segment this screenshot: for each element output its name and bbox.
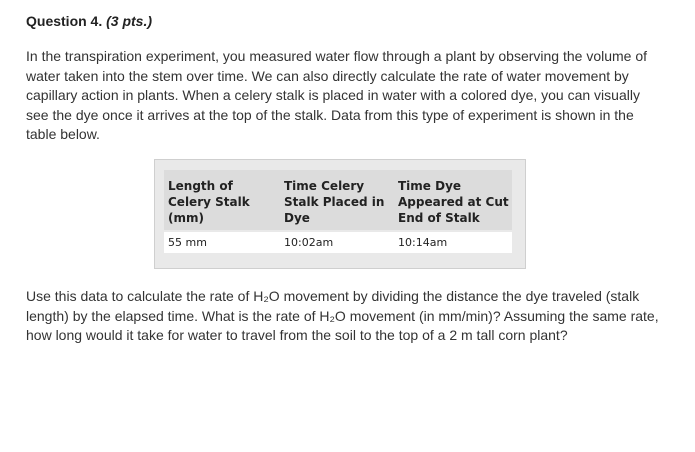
intro-paragraph: In the transpiration experiment, you measured water flow through a plant by observing the volume of water taken into the stem over time. We can also directly calculate the rate of water movement by capillary action in plants. When a celery stalk is placed in water with a colored dye, you can visually see the dye once it arrives at the top of the stalk. Data from this type of experiment is shown in the table below. — [26, 48, 648, 143]
header-stalk-length: Length of Celery Stalk (mm) — [164, 170, 280, 231]
table-header-row — [164, 170, 512, 231]
table-row — [164, 231, 512, 253]
header-time-appeared: Time Dye Appeared at Cut End of Stalk — [394, 170, 512, 231]
cell-time-appeared: 10:14am — [394, 231, 512, 253]
question-title — [26, 13, 152, 29]
header-time-placed: Time Celery Stalk Placed in Dye — [280, 170, 394, 231]
question-paragraph: Use this data to calculate the rate of H₂O movement by dividing the distance the dye traveled (stalk length) by the elapsed time. What is the rate of H₂O movement (in mm/min)? Assuming the same rate, how long would it take for water to travel from the soil to the top of a 2 m tall corn plant? — [26, 288, 659, 344]
cell-time-placed: 10:02am — [280, 231, 394, 253]
data-table — [164, 170, 512, 253]
question-points: (3 pts.) — [106, 13, 153, 29]
cell-stalk-length: 55 mm — [164, 231, 280, 253]
data-table-frame — [154, 159, 526, 269]
question-number: Question 4. — [26, 13, 103, 29]
